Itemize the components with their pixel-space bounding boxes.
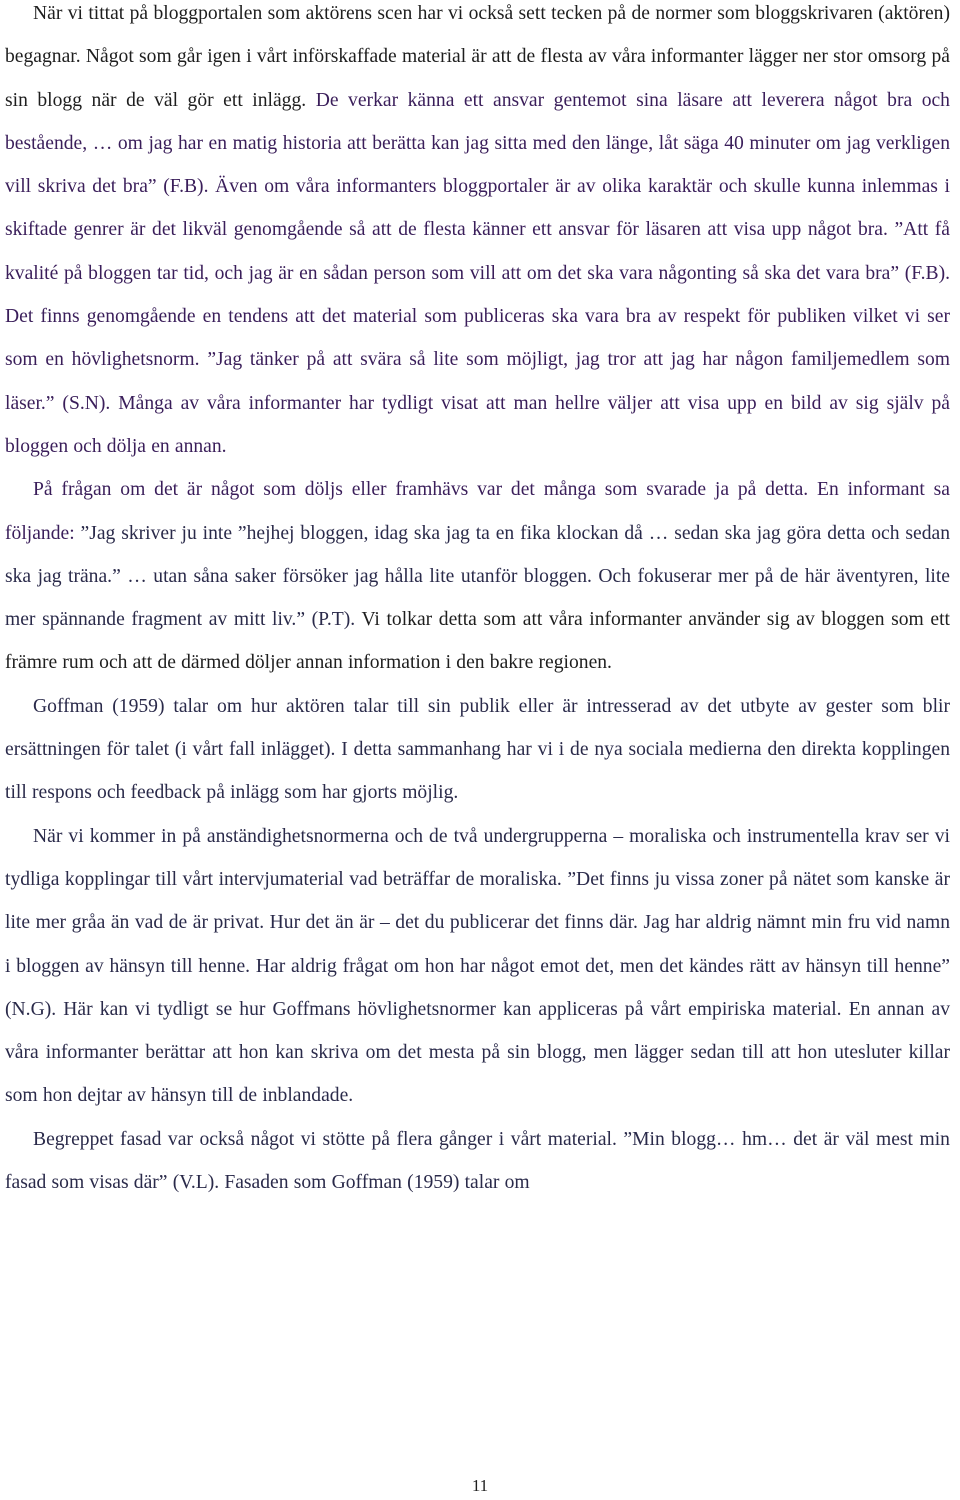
paragraph-1 [5,0,950,468]
document-page [5,0,950,1204]
paragraph-text: När vi kommer in på anständighetsnormerna och de två undergrupperna – moraliska och instrumentella krav ser vi tydliga kopplingar till vårt intervjumaterial vad beträffar de moraliska. [5,825,950,890]
paragraph-text: Fasaden som Goffman (1959) talar om [219,1172,530,1194]
paragraph-text: Även om våra informanters bloggportaler är av olika karaktär och skulle kunna inlemmas i skiftade genrer är det likväl genomgående så att de flesta känner ett ansvar för läsaren att visa upp något bra. [5,176,950,241]
paragraph-2 [5,468,950,684]
paragraph-text: Många av våra informanter har tydligt visat att man hellre väljer att visa upp en bild av sig själv på bloggen och dölja en annan. [5,392,950,457]
paragraph-4 [5,815,950,1118]
quote-text: ”Att få kvalité på bloggen tar tid, och jag är en sådan person som vill att om det ska vara någonting så ska det vara bra” (F.B). [5,219,951,284]
paragraph-text: Vi tolkar detta som att våra informanter använder sig av bloggen som ett främre rum och att de därmed döljer annan information i den bakre regionen. [5,609,951,674]
quote-text: ”Min blogg… hm… det är väl mest min fasad som visas där” (V.L). [5,1128,950,1194]
paragraph-text: Goffman (1959) talar om hur aktören talar till sin publik eller är intresserad av det utbyte av gester som blir ersättningen för talet (i vårt fall inlägget). I detta sammanhang har vi i de nya sociala medierna den direkta kopplingen till respons och feedback på inlägg som har gjorts möjlig. [5,695,950,804]
quote-text: ”Jag tänker på att svära så lite som möjligt, jag tror att jag har någon familjemedlem som läser.” (S.N). [5,349,950,414]
paragraph-3 [5,685,950,815]
paragraph-text: Begreppet fasad var också något vi stötte på flera gånger i vårt material. [33,1128,624,1150]
paragraph-text: På frågan om det är något som döljs eller framhävs var det många som svarade ja på detta. En informant sa följande: [5,479,950,544]
paragraph-5 [5,1118,950,1205]
paragraph-text: Det finns genomgående en tendens att det material som publiceras ska vara bra av respekt för publiken vilket vi ser som en hövlighetsnorm. [5,306,950,371]
quote-text: ”Jag skriver ju inte ”hejhej bloggen, idag ska jag ta en fika klockan då … sedan ska jag göra detta och sedan ska jag träna.” … utan såna saker försöker jag hålla lite utanför bloggen. Och fokuserar mer på de här äventyren, lite mer spännande fragment av mitt liv.” (P.T). [5,522,950,631]
quote-text: ”Det finns ju vissa zoner på nätet som kanske är lite mer gråa än vad de är privat. Hur det än är – det du publicerar det finns där. Jag har aldrig nämnt min fru vid namn i bloggen av hänsyn till henne. Har aldrig frågat om hon har något emot det, men det kändes rätt av hänsyn till henne” (N.G). [5,868,950,1020]
quote-text: De verkar känna ett ansvar gentemot sina läsare att leverera något bra och bestående, … om jag har en matig historia att berätta kan jag sitta med den länge, låt säga 40 minuter om jag verkligen vill skriva det bra” (F.B). [5,89,950,198]
paragraph-text: Här kan vi tydligt se hur Goffmans hövlighetsnormer kan appliceras på vårt empiriska material. En annan av våra informanter berättar att hon kan skriva om det mesta på sin blogg, men lägger sedan till att hon utesluter killar som hon dejtar av hänsyn till de inblandade. [5,998,950,1107]
paragraph-text: När vi tittat på bloggportalen som aktörens scen har vi också sett tecken på de normer som bloggskrivaren (aktören) begagnar. Något som går igen i vårt införskaffade material är att de flesta av våra informanter lägger ner stor omsorg på sin blogg när de väl gör ett inlägg. [5,3,950,111]
page-number: 11 [471,1476,489,1495]
